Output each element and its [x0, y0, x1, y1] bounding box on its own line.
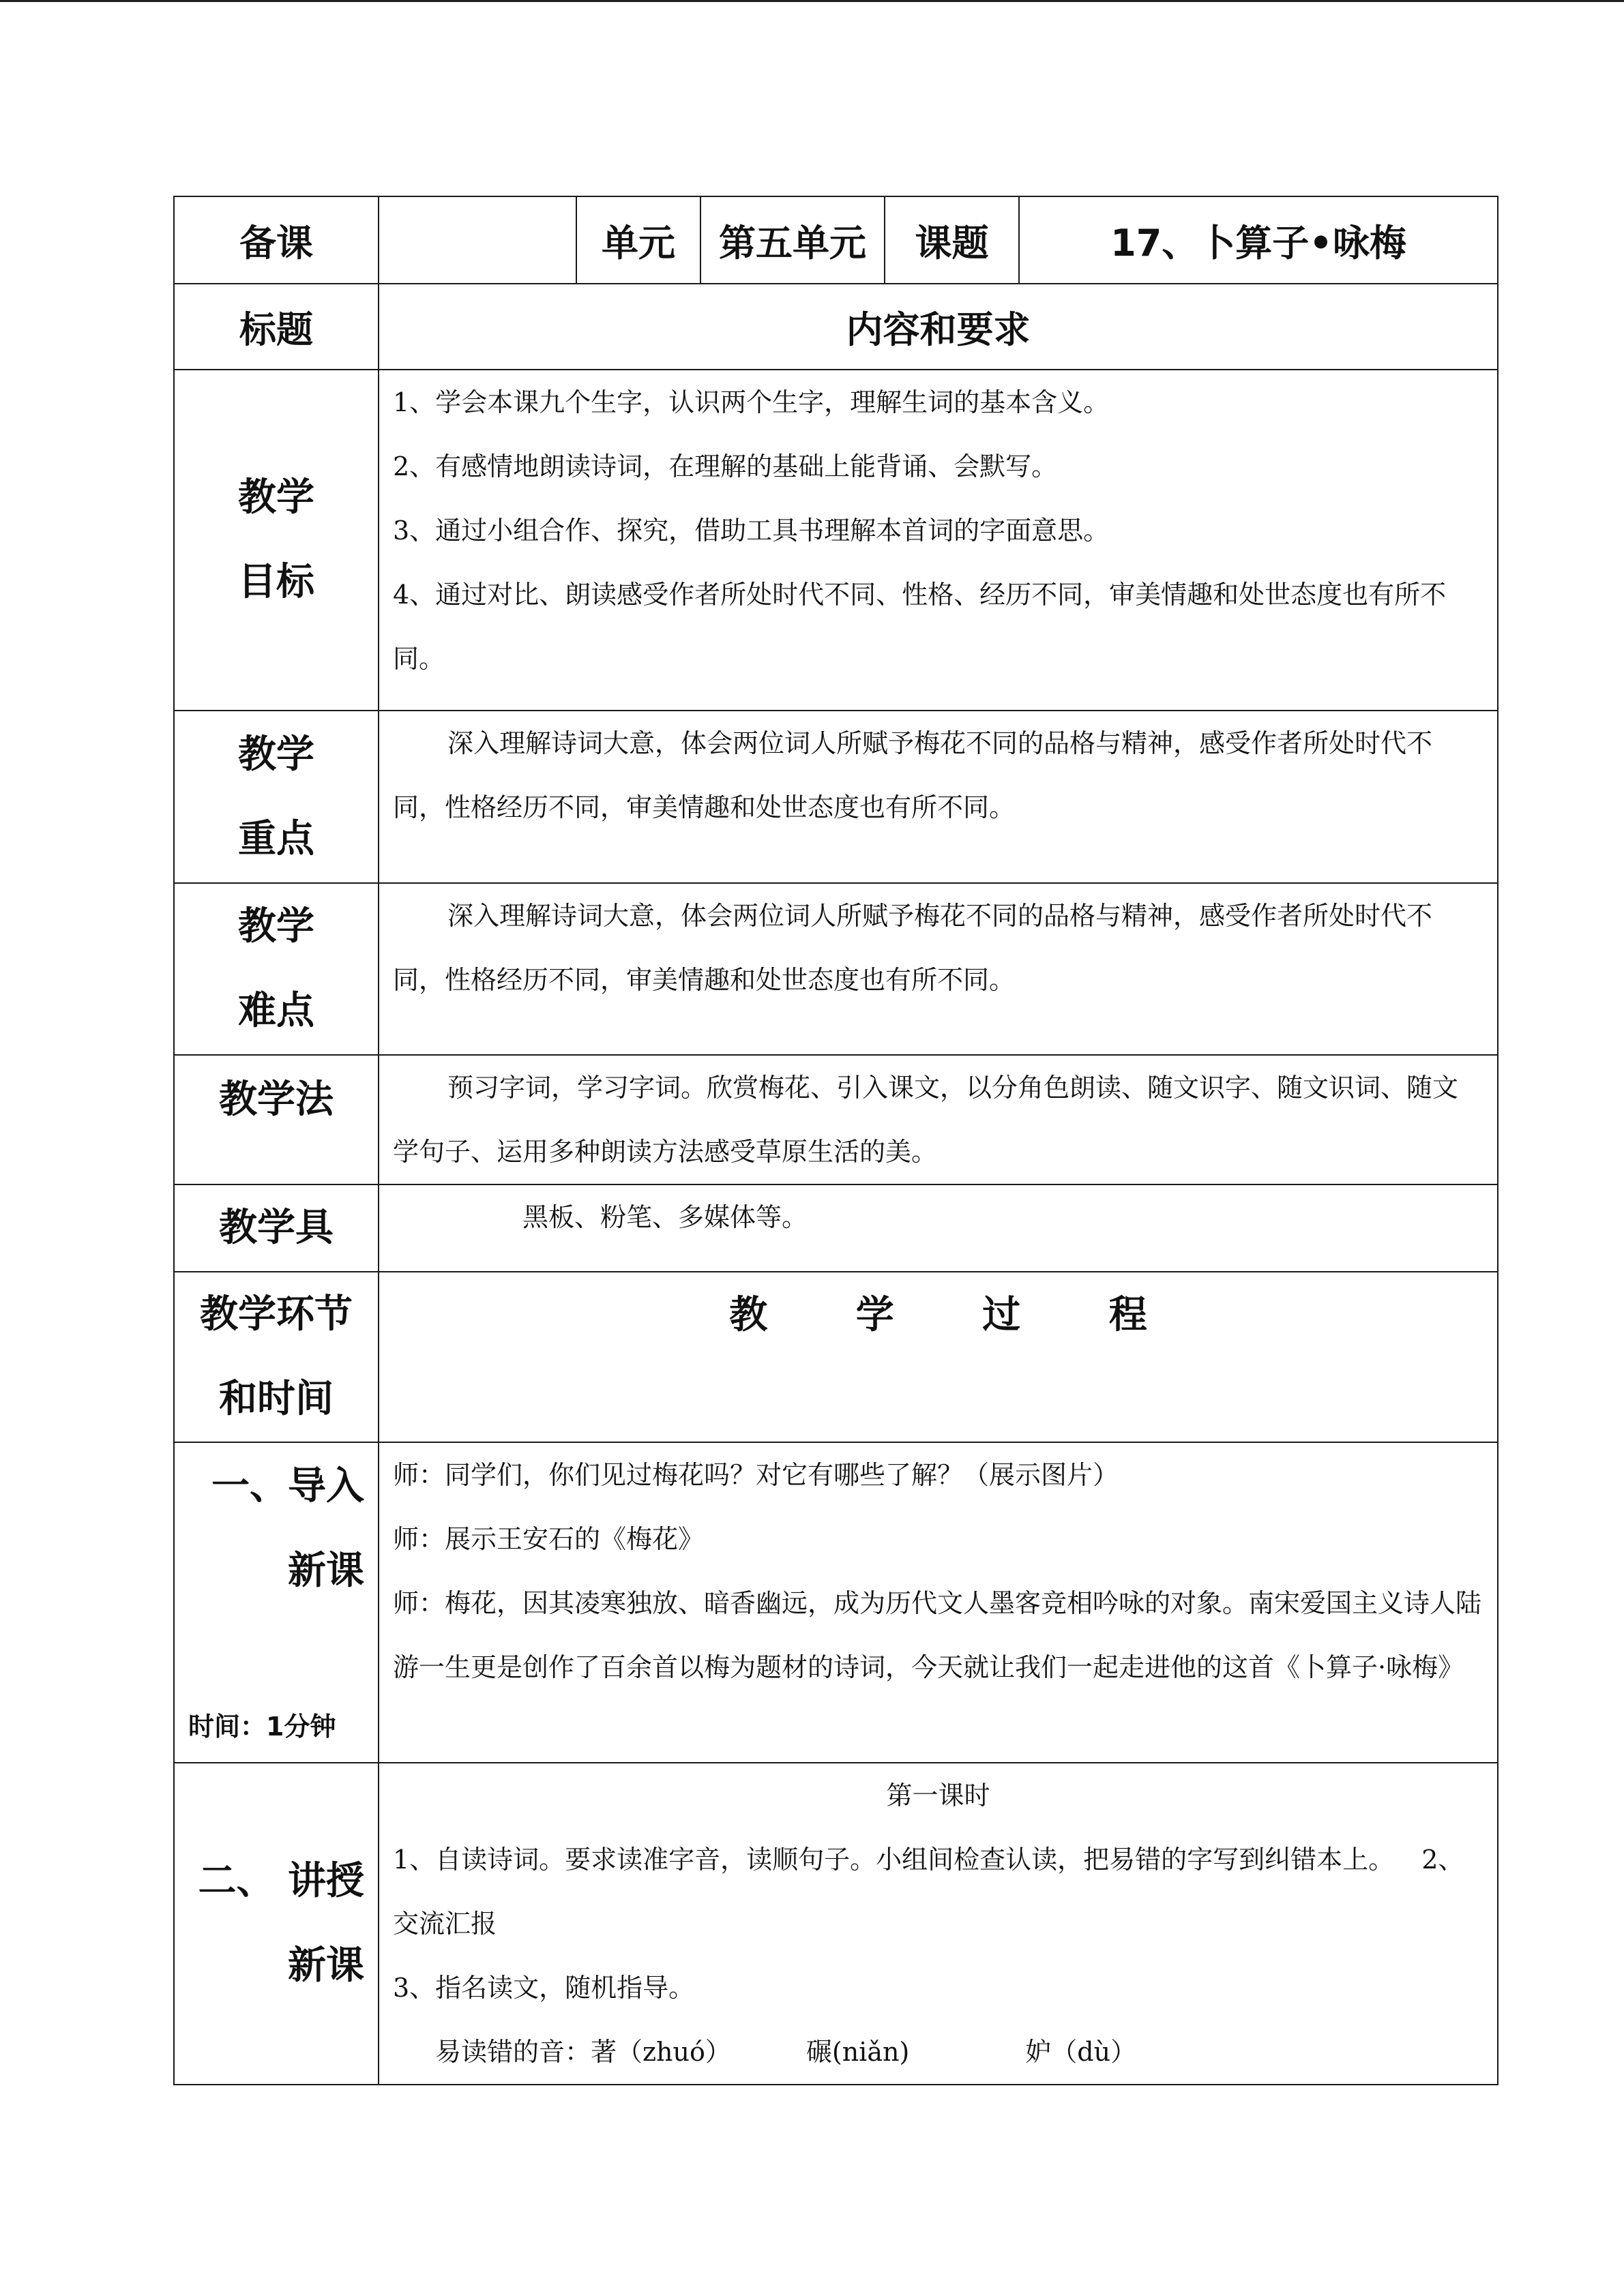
unit-value: 第五单元: [700, 196, 885, 284]
objectives-row: [174, 370, 1498, 711]
difficulties-label-1: 教学: [238, 904, 314, 949]
objective-item-3: 3、通过小组合作、探究，借助工具书理解本首词的字面意思。: [393, 516, 1110, 546]
process-label-cell: [174, 1272, 379, 1442]
process-title-char-2: 学: [855, 1293, 894, 1337]
intro-content: [379, 1442, 1498, 1763]
intro-label-cell: [174, 1442, 379, 1763]
reading-item-2: 碾(niǎn): [806, 2037, 910, 2067]
key-points-text: 深入理解诗词大意，体会两位词人所赋予梅花不同的品格与精神，感受作者所处时代不同，性格经历不同，审美情趣和处世态度也有所不同。: [379, 711, 1498, 883]
key-points-label-1: 教学: [238, 732, 314, 777]
process-label-1: 教学环节: [200, 1292, 353, 1337]
lecture-line-1-text: 1、自读诗词。要求读准字音，读顺句子。小组间检查认读，把易错的字写到纠错本上。: [393, 1845, 1395, 1875]
tools-text: 黑板、粉笔、多媒体等。: [379, 1184, 1498, 1272]
unit-label: 单元: [576, 196, 700, 284]
intro-label-2: 新课: [288, 1549, 364, 1593]
intro-line-1: 师：同学们，你们见过梅花吗？对它有哪些了解？（展示图片）: [393, 1460, 1119, 1490]
difficulties-label-cell: [174, 883, 379, 1055]
reading-item-1: 著（zhuó）: [591, 2037, 731, 2067]
top-border-line: [0, 0, 1624, 2]
lecture-line-3: 3、指名读文，随机指导。: [393, 1973, 695, 2003]
process-title-char-4: 程: [1108, 1293, 1147, 1337]
tools-row: [174, 1184, 1498, 1272]
objective-item-2: 2、有感情地朗读诗词，在理解的基础上能背诵、会默写。: [393, 451, 1058, 481]
lecture-label-2: 新课: [288, 1943, 364, 1988]
beike-value-cell: [379, 196, 576, 284]
beike-label: 备课: [174, 196, 379, 284]
intro-line-3: 师：梅花，因其凌寒独放、暗香幽远，成为历代文人墨客竞相吟咏的对象。南宋爱国主义诗人陆游一生更是创作了百余首以梅为题材的诗词，今天就让我们一起走进他的这首《卜算子·咏梅》: [393, 1588, 1482, 1682]
topic-label: 课题: [885, 196, 1019, 284]
topic-value: 17、卜算子•咏梅: [1019, 196, 1498, 284]
lecture-row: [174, 1763, 1498, 2085]
objective-item-4: 4、通过对比、朗读感受作者所处时代不同、性格、经历不同，审美情趣和处世态度也有所不同。: [393, 580, 1447, 674]
lesson-plan-table: [173, 196, 1498, 2085]
lecture-line-2: 2、交流汇报: [393, 1845, 1464, 1939]
objectives-label-cell: [174, 370, 379, 711]
title-label: 标题: [174, 284, 379, 370]
intro-time: 时间：1分钟: [188, 1712, 336, 1742]
intro-label-1: 一、导入: [211, 1464, 364, 1508]
key-points-label-2: 重点: [238, 816, 314, 861]
methods-row: [174, 1055, 1498, 1184]
process-label-2: 和时间: [219, 1377, 334, 1421]
objectives-label-2: 目标: [238, 560, 314, 604]
lecture-content: [379, 1763, 1498, 2085]
difficulties-label-2: 难点: [238, 989, 314, 1033]
objective-item-1: 1、学会本课九个生字，认识两个生字，理解生词的基本含义。: [393, 387, 1110, 417]
key-points-row: [174, 711, 1498, 883]
header-row: [174, 196, 1498, 284]
reading-list: [393, 2020, 1483, 2084]
lecture-line-1: [393, 1828, 1483, 1956]
key-points-label-cell: [174, 711, 379, 883]
tools-label: 教学具: [174, 1184, 379, 1272]
reading-label: 易读错的音：: [435, 2037, 591, 2067]
intro-line-2: 师：展示王安石的《梅花》: [393, 1524, 705, 1554]
intro-row: [174, 1442, 1498, 1763]
lecture-session: 第一课时: [886, 1780, 990, 1810]
methods-label: 教学法: [174, 1055, 379, 1184]
difficulties-row: [174, 883, 1498, 1055]
objectives-label-1: 教学: [238, 475, 314, 520]
title-row: [174, 284, 1498, 370]
reading-item-3: 妒（dù）: [1025, 2037, 1137, 2067]
methods-text: 预习字词，学习字词。欣赏梅花、引入课文，以分角色朗读、随文识字、随文识词、随文学句子、运用多种朗读方法感受草原生活的美。: [379, 1055, 1498, 1184]
process-title-char-1: 教: [729, 1293, 768, 1337]
lecture-label-cell: [174, 1763, 379, 2085]
title-content: 内容和要求: [379, 284, 1498, 370]
lecture-label-1: 二、 讲授: [198, 1859, 364, 1903]
process-title: [379, 1272, 1498, 1442]
process-header-row: [174, 1272, 1498, 1442]
process-title-char-3: 过: [982, 1293, 1021, 1337]
objectives-content: [379, 370, 1498, 711]
difficulties-text: 深入理解诗词大意，体会两位词人所赋予梅花不同的品格与精神，感受作者所处时代不同，性格经历不同，审美情趣和处世态度也有所不同。: [379, 883, 1498, 1055]
